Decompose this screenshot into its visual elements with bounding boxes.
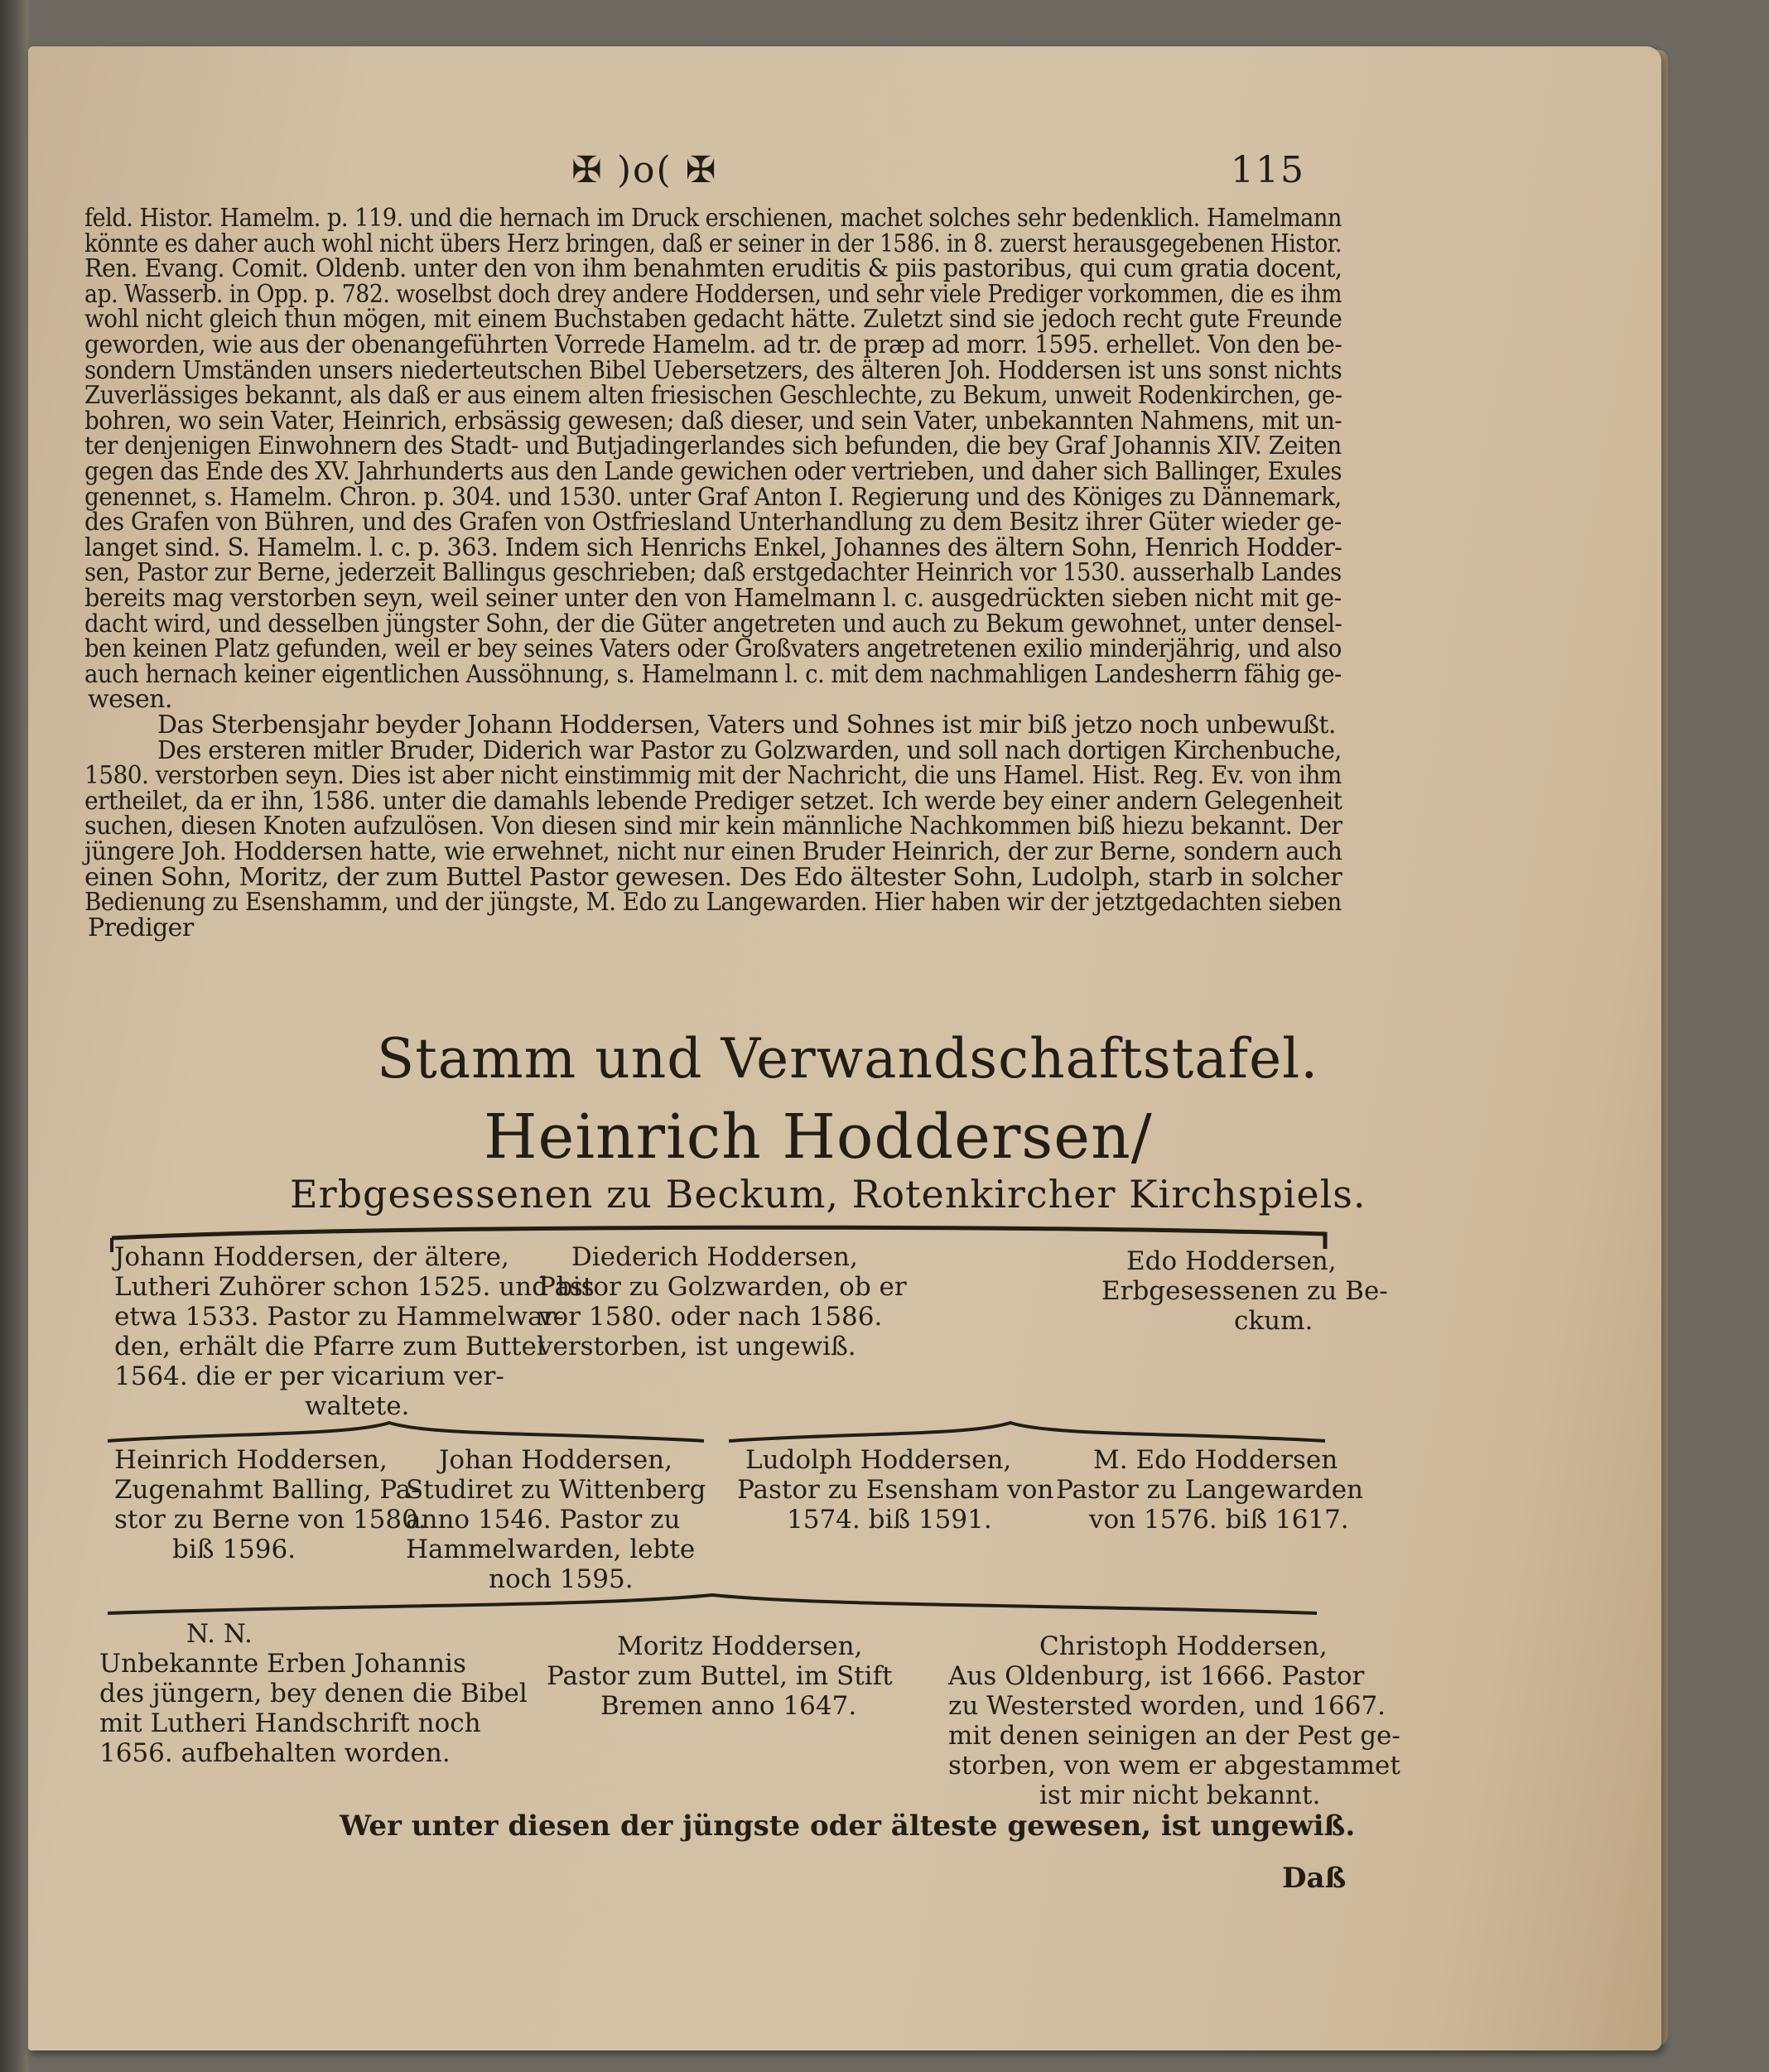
body-line: einen Sohn, Moritz, der zum Buttel Pastor gewesen. Des Edo ältester Sohn, Ludolph, starb in solcher [84,863,1342,892]
person-diederich-hoddersen: Diederich Hoddersen, Pastor zu Golzwarden, ob er vor 1580. oder nach 1586. verstorben, ist ungewiß. [538,1242,907,1361]
body-line: Prediger [88,913,194,942]
body-line: suchen, diesen Knoten aufzulösen. Von diesen sind mir kein männliche Nachkommen biß hiezu bekannt. Der [84,812,1342,841]
body-line: jüngere Joh. Hoddersen hatte, wie erwehnet, nicht nur einen Bruder Heinrich, der zur Berne, sondern auch [84,837,1342,866]
header-ornament: ✠ )o( ✠ [571,149,718,191]
footer-note: Wer unter diesen der jüngste oder älteste gewesen, ist ungewiß. [340,1809,1356,1843]
body-line: ter denjenigen Einwohnern des Stadt- und Butjadingerlandes sich befunden, die bey Graf Johannis XIV. Zeiten [84,431,1342,460]
body-line: wesen. [88,685,172,714]
person-moritz-hoddersen: Moritz Hoddersen, Pastor zum Buttel, im Stift Bremen anno 1647. [547,1631,893,1721]
family-head-description: Erbgesessenen zu Beckum, Rotenkircher Kirchspiels. [290,1172,1367,1217]
body-line: Das Sterbensjahr beyder Johann Hoddersen, Vaters und Sohnes ist mir biß jetzo noch unbewußt. [157,711,1336,740]
body-line: auch hernach keiner eigentlichen Aussöhnung, s. Hamelmann l. c. mit dem nachmahligen Landesherrn fähig ge- [84,660,1342,689]
body-line: sondern Umständen unsers niederteutschen Bibel Uebersetzers, des älteren Joh. Hoddersen ist uns sonst nichts [84,356,1342,385]
person-christoph-hoddersen: Christoph Hoddersen, Aus Oldenburg, ist 1666. Pastor zu Westersted worden, und 1667. mit denen seinigen an der Pest ge- storben, von wem er abgestammet ist mir nicht bekannt. [948,1631,1400,1810]
body-line: 1580. verstorben seyn. Dies ist aber nicht einstimmig mit der Nachricht, die uns Hamel. Hist. Reg. Ev. von ihm [84,761,1342,790]
person-heinrich-hoddersen-balling: Heinrich Hoddersen, Zugenahmt Balling, Pa- stor zu Berne von 1580. biß 1596. [114,1445,427,1564]
family-head-name: Heinrich Hoddersen/ [484,1101,1153,1173]
person-johann-hoddersen-elder: Johann Hoddersen, der ältere, Lutheri Zuhörer schon 1525. und bis etwa 1533. Pastor zu Hammelwar- den, erhält die Pfarre zum Buttel 1564. die er per vicarium ver- waltete. [114,1242,595,1421]
body-line: könnte es daher auch wohl nicht übers Herz bringen, daß er seiner in der 1586. in 8. zuerst herausgegebenen Histor. [84,229,1342,258]
person-johan-hoddersen-younger: Johan Hoddersen, Studiret zu Wittenberg anno 1546. Pastor zu Hammelwarden, lebte noch 1595. [406,1445,706,1594]
body-line: sen, Pastor zur Berne, jederzeit Ballingus geschrieben; daß erstgedachter Heinrich vor 1530. ausserhalb Landes [84,558,1342,587]
body-line: des Grafen von Bühren, und des Grafen von Ostfriesland Unterhandlung zu dem Besitz ihrer Güter wieder ge- [84,508,1342,537]
body-line: geworden, wie aus der obenangeführten Vorrede Hamelm. ad tr. de præp ad morr. 1595. erhellet. Von den be- [84,330,1342,359]
body-line: ertheilet, da er ihn, 1586. unter die damahls lebende Prediger setzet. Ich werde bey einer andern Gelegenheit [84,787,1342,816]
body-line: Des ersteren mitler Bruder, Diderich war Pastor zu Golzwarden, und soll nach dortigen Kirchenbuche, [157,736,1342,765]
body-line: bohren, wo sein Vater, Heinrich, erbsässig gewesen; daß dieser, und sein Vater, unbekannten Nahmens, mit un- [84,407,1342,436]
body-line: feld. Histor. Hamelm. p. 119. und die hernach im Druck erschienen, machet solches sehr bedenklich. Hamelmann [84,204,1342,233]
body-line: genennet, s. Hamelm. Chron. p. 304. und 1530. unter Graf Anton I. Regierung und des Königes zu Dännemark, [84,483,1342,512]
person-edo-hoddersen: Edo Hoddersen, Erbgesessenen zu Be- ckum. [1101,1246,1388,1336]
body-line: ap. Wasserb. in Opp. p. 782. woselbst doch drey andere Hoddersen, und sehr viele Prediger vorkommen, die es ihm [84,280,1342,309]
table-title: Stamm und Verwandschaftstafel. [377,1027,1319,1091]
body-line: dacht wird, und desselben jüngster Sohn, der die Güter angetreten und auch zu Bekum gewohnet, unter densel- [84,610,1342,638]
body-line: bereits mag verstorben seyn, weil seiner unter den von Hamelmann l. c. ausgedrückten sieben nicht mit ge- [84,584,1342,613]
unknown-heirs-nn: N. N. Unbekannte Erben Johannis des jüngern, bey denen die Bibel mit Lutheri Handschrift noch 1656. aufbehalten worden. [99,1619,528,1768]
body-line: gegen das Ende des XV. Jahrhunderts aus den Lande gewichen oder vertrieben, und daher sich Ballinger, Exules [84,457,1342,486]
body-line: Zuverlässiges bekannt, als daß er aus einem alten friesischen Geschlechte, zu Bekum, unweit Rodenkirchen, ge- [84,381,1342,410]
body-line: wohl nicht gleich thun mögen, mit einem Buchstaben gedacht hätte. Zuletzt sind sie jedoch recht gute Freunde [84,305,1342,334]
page-number: 115 [1231,149,1305,191]
body-line: ben keinen Platz gefunden, weil er bey seines Vaters oder Großvaters angetretenen exilio minderjährig, und also [84,634,1342,663]
book-gutter [0,0,28,2072]
body-line: Bedienung zu Esenshamm, und der jüngste, M. Edo zu Langewarden. Hier haben wir der jetztgedachten sieben [84,888,1342,917]
body-line: langet sind. S. Hamelm. l. c. p. 363. Indem sich Henrichs Enkel, Johannes des ältern Sohn, Henrich Hodder- [84,533,1342,562]
catchword: Daß [1282,1862,1347,1895]
person-m-edo-hoddersen: M. Edo Hoddersen Pastor zu Langewarden von 1576. biß 1617. [1056,1445,1364,1535]
body-line: Ren. Evang. Comit. Oldenb. unter den von ihm benahmten eruditis & piis pastoribus, qui cum gratia docent, [84,254,1342,283]
person-ludolph-hoddersen: Ludolph Hoddersen, Pastor zu Esensham von 1574. biß 1591. [737,1445,1054,1535]
